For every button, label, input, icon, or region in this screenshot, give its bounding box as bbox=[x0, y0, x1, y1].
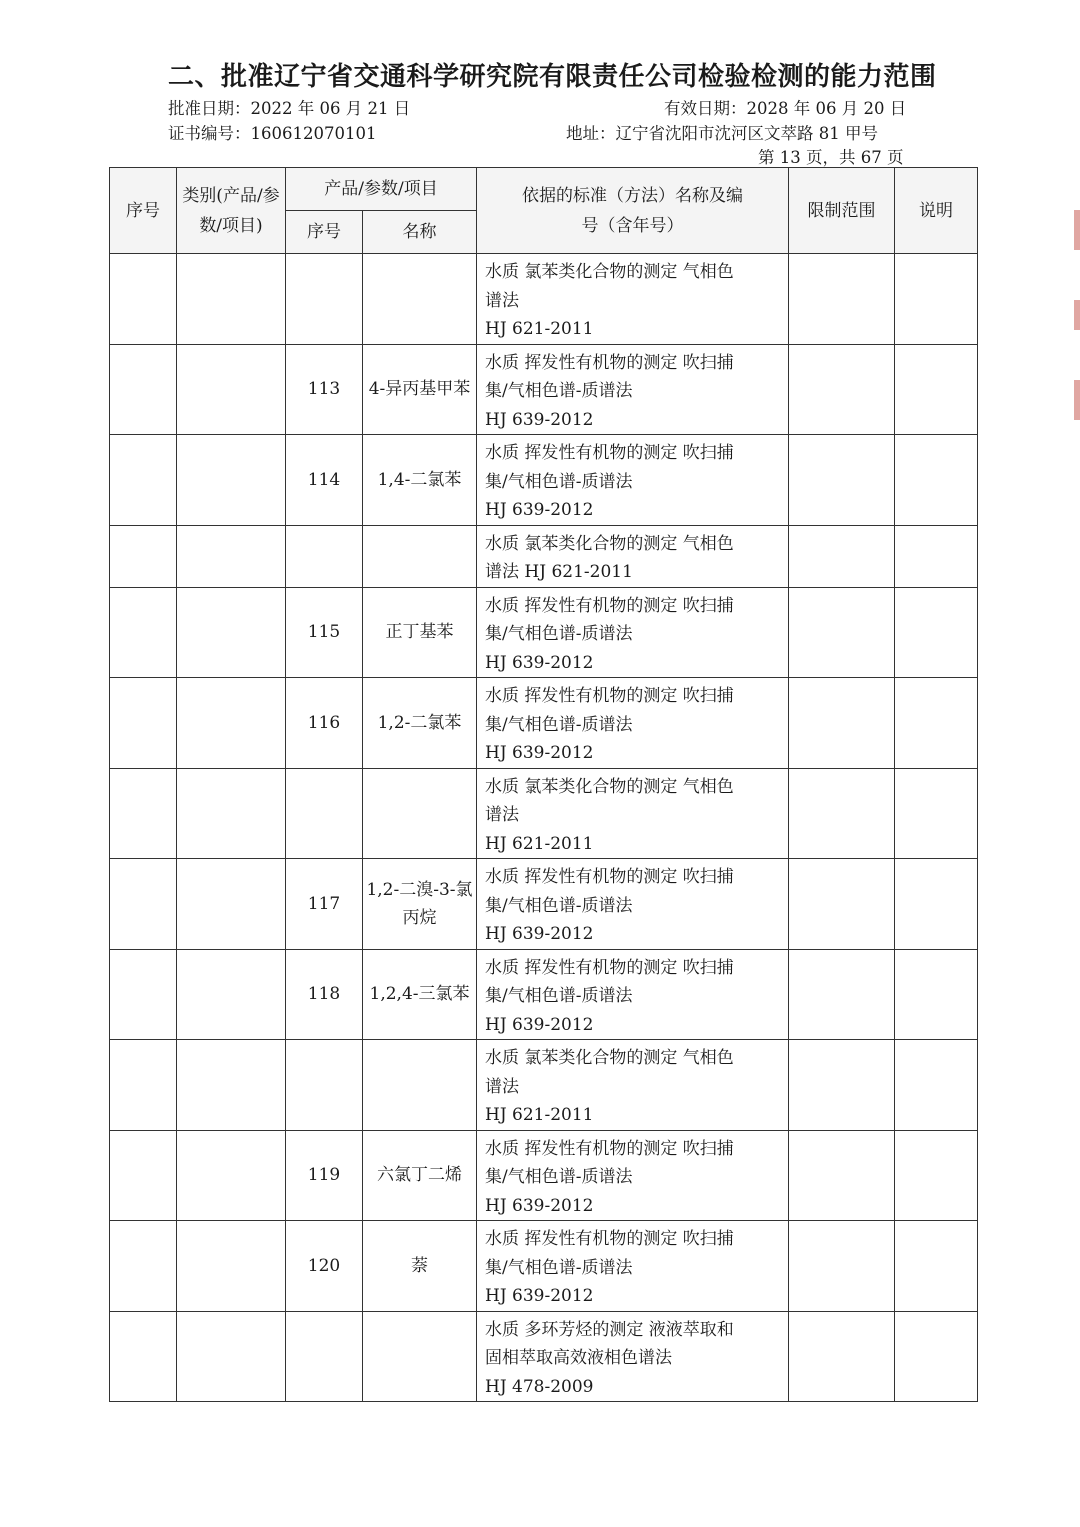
table-row bbox=[110, 768, 978, 859]
row-limit-cell bbox=[789, 254, 895, 345]
header-limit: 限制范围 bbox=[789, 168, 895, 254]
row-seq-cell bbox=[110, 1311, 177, 1402]
row-limit-cell bbox=[789, 587, 895, 678]
row-category-cell bbox=[177, 587, 286, 678]
row-item-name bbox=[363, 525, 477, 587]
row-note-cell bbox=[895, 859, 978, 950]
row-item-name: 1,2-二氯苯 bbox=[363, 678, 477, 769]
row-seq-cell bbox=[110, 587, 177, 678]
page-title: 二、批准辽宁省交通科学研究院有限责任公司检验检测的能力范围 bbox=[168, 62, 937, 92]
row-standard bbox=[477, 1311, 789, 1402]
standard-line: HJ 621-2011 bbox=[485, 1105, 594, 1125]
row-sub-seq bbox=[286, 768, 363, 859]
standard-line: 水质 挥发性有机物的测定 吹扫捕 bbox=[485, 1229, 734, 1249]
header-standard: 依据的标准（方法）名称及编号（含年号） bbox=[477, 168, 789, 254]
standard-line: HJ 639-2012 bbox=[485, 500, 594, 520]
row-limit-cell bbox=[789, 435, 895, 526]
row-item-name bbox=[363, 1311, 477, 1402]
row-standard bbox=[477, 254, 789, 345]
standard-line: HJ 621-2011 bbox=[485, 833, 594, 854]
row-standard bbox=[477, 859, 789, 950]
standard-line: 集/气相色谱-质谱法 bbox=[485, 1167, 633, 1187]
table-row bbox=[110, 254, 978, 345]
row-seq-cell bbox=[110, 1221, 177, 1312]
row-seq-cell bbox=[110, 525, 177, 587]
row-sub-seq: 118 bbox=[286, 949, 363, 1040]
row-category-cell bbox=[177, 525, 286, 587]
row-standard bbox=[477, 587, 789, 678]
row-limit-cell bbox=[789, 768, 895, 859]
row-note-cell bbox=[895, 1221, 978, 1312]
table-row bbox=[110, 1311, 978, 1402]
standard-line: 集/气相色谱-质谱法 bbox=[485, 471, 633, 492]
row-category-cell bbox=[177, 344, 286, 435]
row-sub-seq: 113 bbox=[286, 344, 363, 435]
row-standard bbox=[477, 768, 789, 859]
row-note-cell bbox=[895, 254, 978, 345]
standard-line: HJ 639-2012 bbox=[485, 924, 594, 944]
standard-line: 水质 挥发性有机物的测定 吹扫捕 bbox=[485, 595, 734, 616]
row-seq-cell bbox=[110, 1130, 177, 1221]
row-sub-seq: 119 bbox=[286, 1130, 363, 1221]
standard-line: HJ 639-2012 bbox=[485, 1014, 594, 1035]
header-seq: 序号 bbox=[110, 168, 177, 254]
row-note-cell bbox=[895, 1040, 978, 1131]
row-seq-cell bbox=[110, 949, 177, 1040]
standard-line: 集/气相色谱-质谱法 bbox=[485, 624, 633, 644]
row-category-cell bbox=[177, 1040, 286, 1131]
row-sub-seq bbox=[286, 254, 363, 345]
standard-line: HJ 639-2012 bbox=[485, 409, 594, 430]
standard-line: HJ 639-2012 bbox=[485, 1195, 594, 1216]
row-limit-cell bbox=[789, 678, 895, 769]
standard-line: 固相萃取高效液相色谱法 bbox=[485, 1348, 672, 1368]
address: 地址：辽宁省沈阳市沈河区文萃路 81 甲号 bbox=[566, 124, 878, 143]
table-row bbox=[110, 859, 978, 950]
standard-line: HJ 639-2012 bbox=[485, 743, 594, 763]
table-row bbox=[110, 344, 978, 435]
row-limit-cell bbox=[789, 859, 895, 950]
row-note-cell bbox=[895, 768, 978, 859]
standard-line: 水质 氯苯类化合物的测定 气相色 bbox=[485, 1048, 734, 1068]
row-note-cell bbox=[895, 525, 978, 587]
row-limit-cell bbox=[789, 344, 895, 435]
row-category-cell bbox=[177, 1311, 286, 1402]
row-limit-cell bbox=[789, 525, 895, 587]
row-seq-cell bbox=[110, 859, 177, 950]
row-sub-seq bbox=[286, 1311, 363, 1402]
table-row bbox=[110, 1040, 978, 1131]
row-note-cell bbox=[895, 1130, 978, 1221]
standard-line: 谱法 bbox=[485, 1076, 519, 1097]
row-limit-cell bbox=[789, 1221, 895, 1312]
row-seq-cell bbox=[110, 678, 177, 769]
standard-line: 水质 挥发性有机物的测定 吹扫捕 bbox=[485, 1138, 734, 1159]
table-row bbox=[110, 949, 978, 1040]
table-row bbox=[110, 1221, 978, 1312]
header-category: 类别(产品/参数/项目) bbox=[177, 168, 286, 254]
row-item-name: 正丁基苯 bbox=[363, 587, 477, 678]
approval-date: 批准日期：2022 年 06 月 21 日 bbox=[168, 99, 411, 118]
row-sub-seq: 114 bbox=[286, 435, 363, 526]
header-note: 说明 bbox=[895, 168, 978, 254]
row-category-cell bbox=[177, 1130, 286, 1221]
standard-line: 水质 挥发性有机物的测定 吹扫捕 bbox=[485, 443, 734, 463]
row-standard bbox=[477, 678, 789, 769]
row-seq-cell bbox=[110, 435, 177, 526]
valid-date: 有效日期：2028 年 06 月 20 日 bbox=[664, 99, 907, 118]
row-standard bbox=[477, 344, 789, 435]
row-category-cell bbox=[177, 768, 286, 859]
row-item-name: 1,2-二溴-3-氯丙烷 bbox=[363, 859, 477, 950]
header-product-group: 产品/参数/项目 bbox=[286, 168, 477, 211]
standard-line: 谱法 bbox=[485, 290, 519, 311]
standard-line: 集/气相色谱-质谱法 bbox=[485, 381, 633, 401]
row-item-name: 1,4-二氯苯 bbox=[363, 435, 477, 526]
row-item-name: 1,2,4-三氯苯 bbox=[363, 949, 477, 1040]
standard-line: 水质 挥发性有机物的测定 吹扫捕 bbox=[485, 686, 734, 706]
standard-line: 谱法 HJ 621-2011 bbox=[485, 562, 633, 582]
standard-line: 集/气相色谱-质谱法 bbox=[485, 986, 633, 1006]
row-limit-cell bbox=[789, 1130, 895, 1221]
header-sub-seq: 序号 bbox=[286, 211, 363, 254]
row-standard bbox=[477, 949, 789, 1040]
standard-line: 集/气相色谱-质谱法 bbox=[485, 714, 633, 735]
row-sub-seq bbox=[286, 525, 363, 587]
row-seq-cell bbox=[110, 344, 177, 435]
header-sub-name: 名称 bbox=[363, 211, 477, 254]
row-item-name: 4-异丙基甲苯 bbox=[363, 344, 477, 435]
row-category-cell bbox=[177, 254, 286, 345]
row-limit-cell bbox=[789, 1311, 895, 1402]
certificate-number: 证书编号：160612070101 bbox=[168, 124, 377, 143]
row-note-cell bbox=[895, 344, 978, 435]
row-standard bbox=[477, 525, 789, 587]
row-limit-cell bbox=[789, 949, 895, 1040]
standard-line: 水质 多环芳烃的测定 液液萃取和 bbox=[485, 1319, 734, 1340]
standard-line: 谱法 bbox=[485, 805, 519, 825]
table-row bbox=[110, 525, 978, 587]
row-note-cell bbox=[895, 678, 978, 769]
row-sub-seq bbox=[286, 1040, 363, 1131]
standard-line: HJ 478-2009 bbox=[485, 1376, 594, 1397]
row-seq-cell bbox=[110, 768, 177, 859]
row-sub-seq: 117 bbox=[286, 859, 363, 950]
row-standard bbox=[477, 1130, 789, 1221]
standard-line: 集/气相色谱-质谱法 bbox=[485, 1257, 633, 1278]
row-item-name bbox=[363, 768, 477, 859]
scan-edge-mark bbox=[1074, 300, 1080, 330]
table-row bbox=[110, 1130, 978, 1221]
capability-scope-table bbox=[109, 167, 978, 1402]
row-note-cell bbox=[895, 1311, 978, 1402]
row-category-cell bbox=[177, 435, 286, 526]
row-item-name bbox=[363, 254, 477, 345]
row-limit-cell bbox=[789, 1040, 895, 1131]
standard-line: HJ 639-2012 bbox=[485, 1286, 594, 1306]
standard-line: 水质 挥发性有机物的测定 吹扫捕 bbox=[485, 352, 734, 373]
row-note-cell bbox=[895, 435, 978, 526]
row-sub-seq: 120 bbox=[286, 1221, 363, 1312]
table-row bbox=[110, 678, 978, 769]
row-standard bbox=[477, 1040, 789, 1131]
scan-edge-mark bbox=[1074, 210, 1080, 250]
row-sub-seq: 116 bbox=[286, 678, 363, 769]
standard-line: 水质 挥发性有机物的测定 吹扫捕 bbox=[485, 957, 734, 978]
standard-line: 集/气相色谱-质谱法 bbox=[485, 895, 633, 916]
row-item-name: 萘 bbox=[363, 1221, 477, 1312]
scan-edge-mark bbox=[1074, 380, 1080, 420]
row-standard bbox=[477, 435, 789, 526]
standard-line: 水质 挥发性有机物的测定 吹扫捕 bbox=[485, 867, 734, 887]
row-sub-seq: 115 bbox=[286, 587, 363, 678]
row-note-cell bbox=[895, 587, 978, 678]
row-seq-cell bbox=[110, 1040, 177, 1131]
row-item-name: 六氯丁二烯 bbox=[363, 1130, 477, 1221]
standard-line: HJ 621-2011 bbox=[485, 319, 594, 339]
page-number: 第 13 页，共 67 页 bbox=[758, 148, 904, 167]
standard-line: 水质 氯苯类化合物的测定 气相色 bbox=[485, 262, 734, 282]
row-category-cell bbox=[177, 859, 286, 950]
table-row bbox=[110, 587, 978, 678]
table-row bbox=[110, 435, 978, 526]
row-category-cell bbox=[177, 678, 286, 769]
row-category-cell bbox=[177, 949, 286, 1040]
row-seq-cell bbox=[110, 254, 177, 345]
row-category-cell bbox=[177, 1221, 286, 1312]
standard-line: 水质 氯苯类化合物的测定 气相色 bbox=[485, 776, 734, 797]
row-standard bbox=[477, 1221, 789, 1312]
standard-line: 水质 氯苯类化合物的测定 气相色 bbox=[485, 533, 734, 554]
row-note-cell bbox=[895, 949, 978, 1040]
row-item-name bbox=[363, 1040, 477, 1131]
standard-line: HJ 639-2012 bbox=[485, 652, 594, 673]
